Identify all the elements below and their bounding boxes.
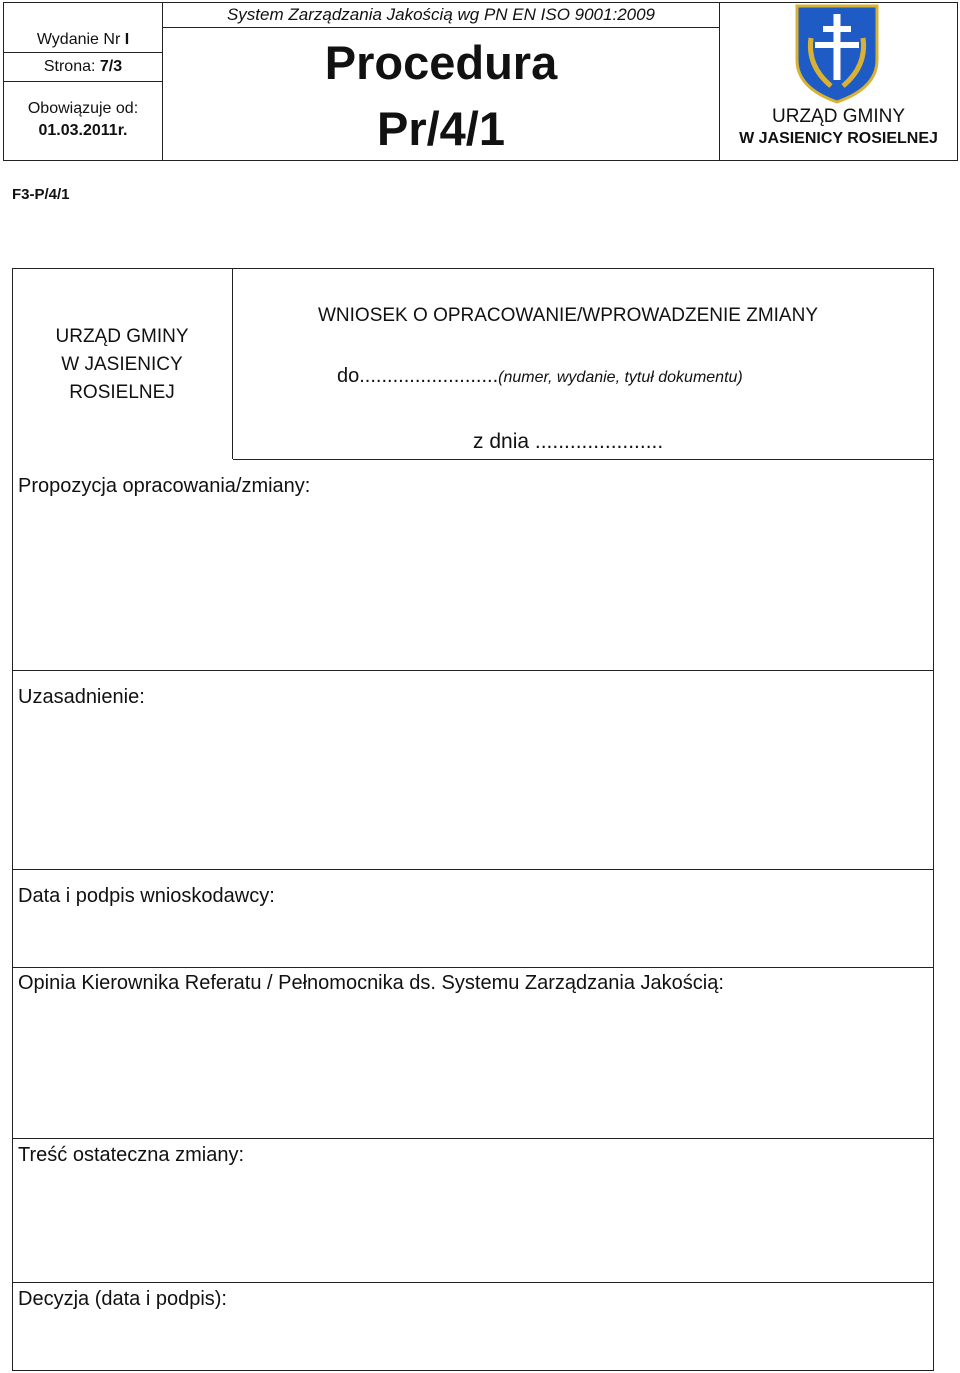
- valid-label: Obowiązuje od:: [27, 100, 139, 117]
- section-proposal[interactable]: Propozycja opracowania/zmiany:: [18, 475, 311, 497]
- form-code: F3-P/4/1: [12, 186, 70, 203]
- procedure-word: Procedura: [324, 35, 558, 89]
- section-manager-opinion[interactable]: Opinia Kierownika Referatu / Pełnomocnika ds. Systemu Zarządzania Jakością:: [18, 972, 724, 994]
- form-title: WNIOSEK O OPRACOWANIE/WPROWADZENIE ZMIANY: [318, 305, 819, 326]
- procedure-code: Pr/4/1: [376, 101, 506, 155]
- form-do-prefix: do.........................: [337, 365, 499, 387]
- divider-1: [12, 670, 934, 671]
- section-final-content[interactable]: Treść ostateczna zmiany:: [18, 1144, 245, 1166]
- header-office-line2: W JASIENICY ROSIELNEJ: [739, 130, 938, 147]
- section-applicant-signature[interactable]: Data i podpis wnioskodawcy:: [18, 885, 275, 907]
- form-do-line: [337, 365, 743, 388]
- section-justification[interactable]: Uzasadnienie:: [18, 686, 145, 708]
- form-do-hint: (numer, wydanie, tytuł dokumentu): [498, 369, 743, 386]
- section-decision[interactable]: Decyzja (data i podpis):: [18, 1288, 227, 1310]
- divider-4: [12, 1138, 934, 1139]
- form-office-cell: [12, 268, 233, 459]
- header-office-line1: URZĄD GMINY: [772, 106, 905, 127]
- divider-5: [12, 1282, 934, 1283]
- edition-value: I: [124, 30, 130, 48]
- page-label: Strona:: [43, 58, 96, 75]
- system-title: System Zarządzania Jakością wg PN EN ISO 9001:2009: [226, 4, 656, 24]
- crest-cross-bar-bottom: [815, 42, 859, 48]
- form-office-line1: URZĄD GMINY: [55, 326, 189, 347]
- page-cell: [3, 53, 163, 81]
- divider-header-bottom: [233, 459, 934, 460]
- valid-cell: [3, 82, 163, 161]
- header-office-name: [719, 106, 958, 150]
- page-value: 7/3: [99, 58, 123, 75]
- divider-2: [12, 869, 934, 870]
- form-date-line: z dnia ......................: [473, 430, 664, 453]
- header-middle-divider: [163, 27, 719, 28]
- valid-value: 01.03.2011r.: [38, 122, 128, 139]
- crest-icon: [793, 4, 881, 104]
- divider-3: [12, 967, 934, 968]
- form-office-line2: W JASIENICY: [61, 354, 183, 375]
- edition-label: Wydanie Nr: [36, 30, 121, 48]
- crest-cross-bar-top: [823, 26, 851, 32]
- form-office-line3: ROSIELNEJ: [69, 382, 175, 403]
- edition-cell: [3, 27, 163, 52]
